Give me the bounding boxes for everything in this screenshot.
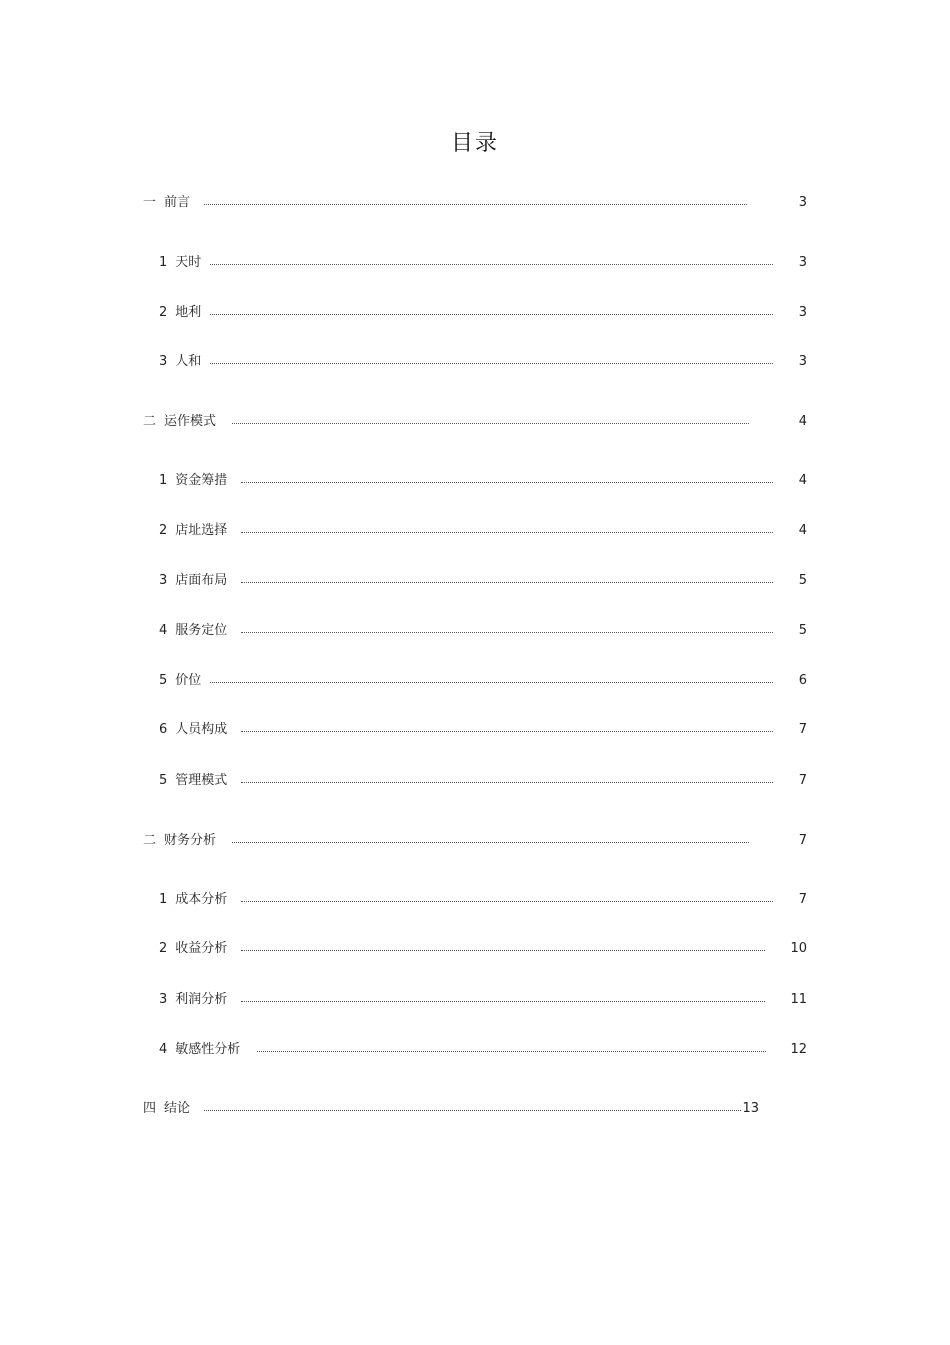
toc-leader-dots <box>210 314 773 315</box>
toc-entry-label: 运作模式 <box>164 414 217 429</box>
toc-entry[interactable] <box>143 832 813 850</box>
toc-entry-number: 5 <box>159 673 168 688</box>
toc-entry-page: 12 <box>790 1042 807 1057</box>
toc-entry[interactable] <box>159 672 813 690</box>
toc-entry-label: 敏感性分析 <box>175 1042 241 1057</box>
toc-entry-number: 一 <box>143 195 157 210</box>
toc-leader-dots <box>210 363 773 364</box>
toc-entry-label: 天时 <box>175 255 202 270</box>
toc-entry-page: 3 <box>798 305 807 320</box>
toc-entry-number: 1 <box>159 473 168 488</box>
toc-entry-number: 二 <box>143 414 157 429</box>
toc-entry[interactable] <box>159 891 813 909</box>
toc-entry-label: 店面布局 <box>175 573 228 588</box>
toc-leader-dots <box>241 782 773 783</box>
toc-leader-dots <box>241 632 773 633</box>
toc-leader-dots <box>204 204 747 205</box>
toc-leader-dots <box>241 582 773 583</box>
toc-entry-page: 4 <box>798 414 807 429</box>
toc-entry-page: 10 <box>790 941 807 956</box>
toc-entry-page: 7 <box>798 892 807 907</box>
toc-entry[interactable] <box>159 522 813 540</box>
toc-leader-dots <box>241 731 773 732</box>
toc-entry-number: 2 <box>159 941 168 956</box>
toc-leader-dots <box>232 423 749 424</box>
toc-entry[interactable] <box>143 194 813 212</box>
toc-entry[interactable] <box>159 991 813 1009</box>
toc-entry-number: 3 <box>159 354 168 369</box>
toc-leader-dots <box>204 1110 741 1111</box>
toc-entry-page: 7 <box>798 773 807 788</box>
toc-entry-label: 管理模式 <box>175 773 228 788</box>
toc-entry-number: 6 <box>159 722 168 737</box>
toc-title: 目录 <box>450 131 499 156</box>
toc-entry-label: 人和 <box>175 354 202 369</box>
toc-entry-page: 11 <box>790 992 807 1007</box>
toc-entry-label: 收益分析 <box>175 941 228 956</box>
toc-entry-number: 1 <box>159 892 168 907</box>
toc-entry-number: 3 <box>159 573 168 588</box>
toc-entry-number: 3 <box>159 992 168 1007</box>
toc-entry-page: 13 <box>742 1101 759 1116</box>
toc-entry[interactable] <box>159 1041 813 1059</box>
toc-entry-page: 7 <box>798 722 807 737</box>
toc-entry-number: 4 <box>159 1042 168 1057</box>
toc-entry[interactable] <box>159 304 813 322</box>
toc-entry[interactable] <box>159 254 813 272</box>
toc-leader-dots <box>241 1001 765 1002</box>
toc-entry-page: 4 <box>798 523 807 538</box>
toc-entry-page: 5 <box>798 623 807 638</box>
toc-entry[interactable] <box>159 772 813 790</box>
toc-entry-number: 5 <box>159 773 168 788</box>
toc-entry-page: 5 <box>798 573 807 588</box>
toc-entry[interactable] <box>159 353 813 371</box>
toc-leader-dots <box>241 901 773 902</box>
toc-entry[interactable] <box>143 1100 763 1118</box>
toc-leader-dots <box>241 482 773 483</box>
toc-entry[interactable] <box>159 622 813 640</box>
toc-entry-label: 成本分析 <box>175 892 228 907</box>
toc-entry-label: 结论 <box>164 1101 191 1116</box>
toc-leader-dots <box>241 532 773 533</box>
toc-entry-page: 4 <box>798 473 807 488</box>
toc-entry-number: 四 <box>143 1101 157 1116</box>
toc-entry-page: 3 <box>798 354 807 369</box>
toc-entry[interactable] <box>143 413 813 431</box>
toc-entry-number: 2 <box>159 305 168 320</box>
toc-entry-label: 利润分析 <box>175 992 228 1007</box>
toc-leader-dots <box>232 842 749 843</box>
toc-entry-label: 财务分析 <box>164 833 217 848</box>
toc-entry-number: 1 <box>159 255 168 270</box>
toc-entry[interactable] <box>159 721 813 739</box>
toc-entry-label: 资金筹措 <box>175 473 228 488</box>
toc-entry-label: 服务定位 <box>175 623 228 638</box>
toc-leader-dots <box>257 1051 766 1052</box>
toc-entry-label: 地利 <box>175 305 202 320</box>
toc-entry-page: 3 <box>798 195 807 210</box>
toc-leader-dots <box>210 682 773 683</box>
toc-entry[interactable] <box>159 472 813 490</box>
toc-entry[interactable] <box>159 940 813 958</box>
toc-entry-page: 6 <box>798 673 807 688</box>
toc-entry[interactable] <box>159 572 813 590</box>
toc-entry-label: 价位 <box>175 673 202 688</box>
toc-entry-label: 前言 <box>164 195 191 210</box>
toc-entry-number: 二 <box>143 833 157 848</box>
toc-entry-number: 4 <box>159 623 168 638</box>
toc-entry-number: 2 <box>159 523 168 538</box>
toc-entry-page: 7 <box>798 833 807 848</box>
toc-leader-dots <box>210 264 773 265</box>
toc-entry-label: 店址选择 <box>175 523 228 538</box>
toc-leader-dots <box>241 950 765 951</box>
toc-entry-label: 人员构成 <box>175 722 228 737</box>
toc-entry-page: 3 <box>798 255 807 270</box>
